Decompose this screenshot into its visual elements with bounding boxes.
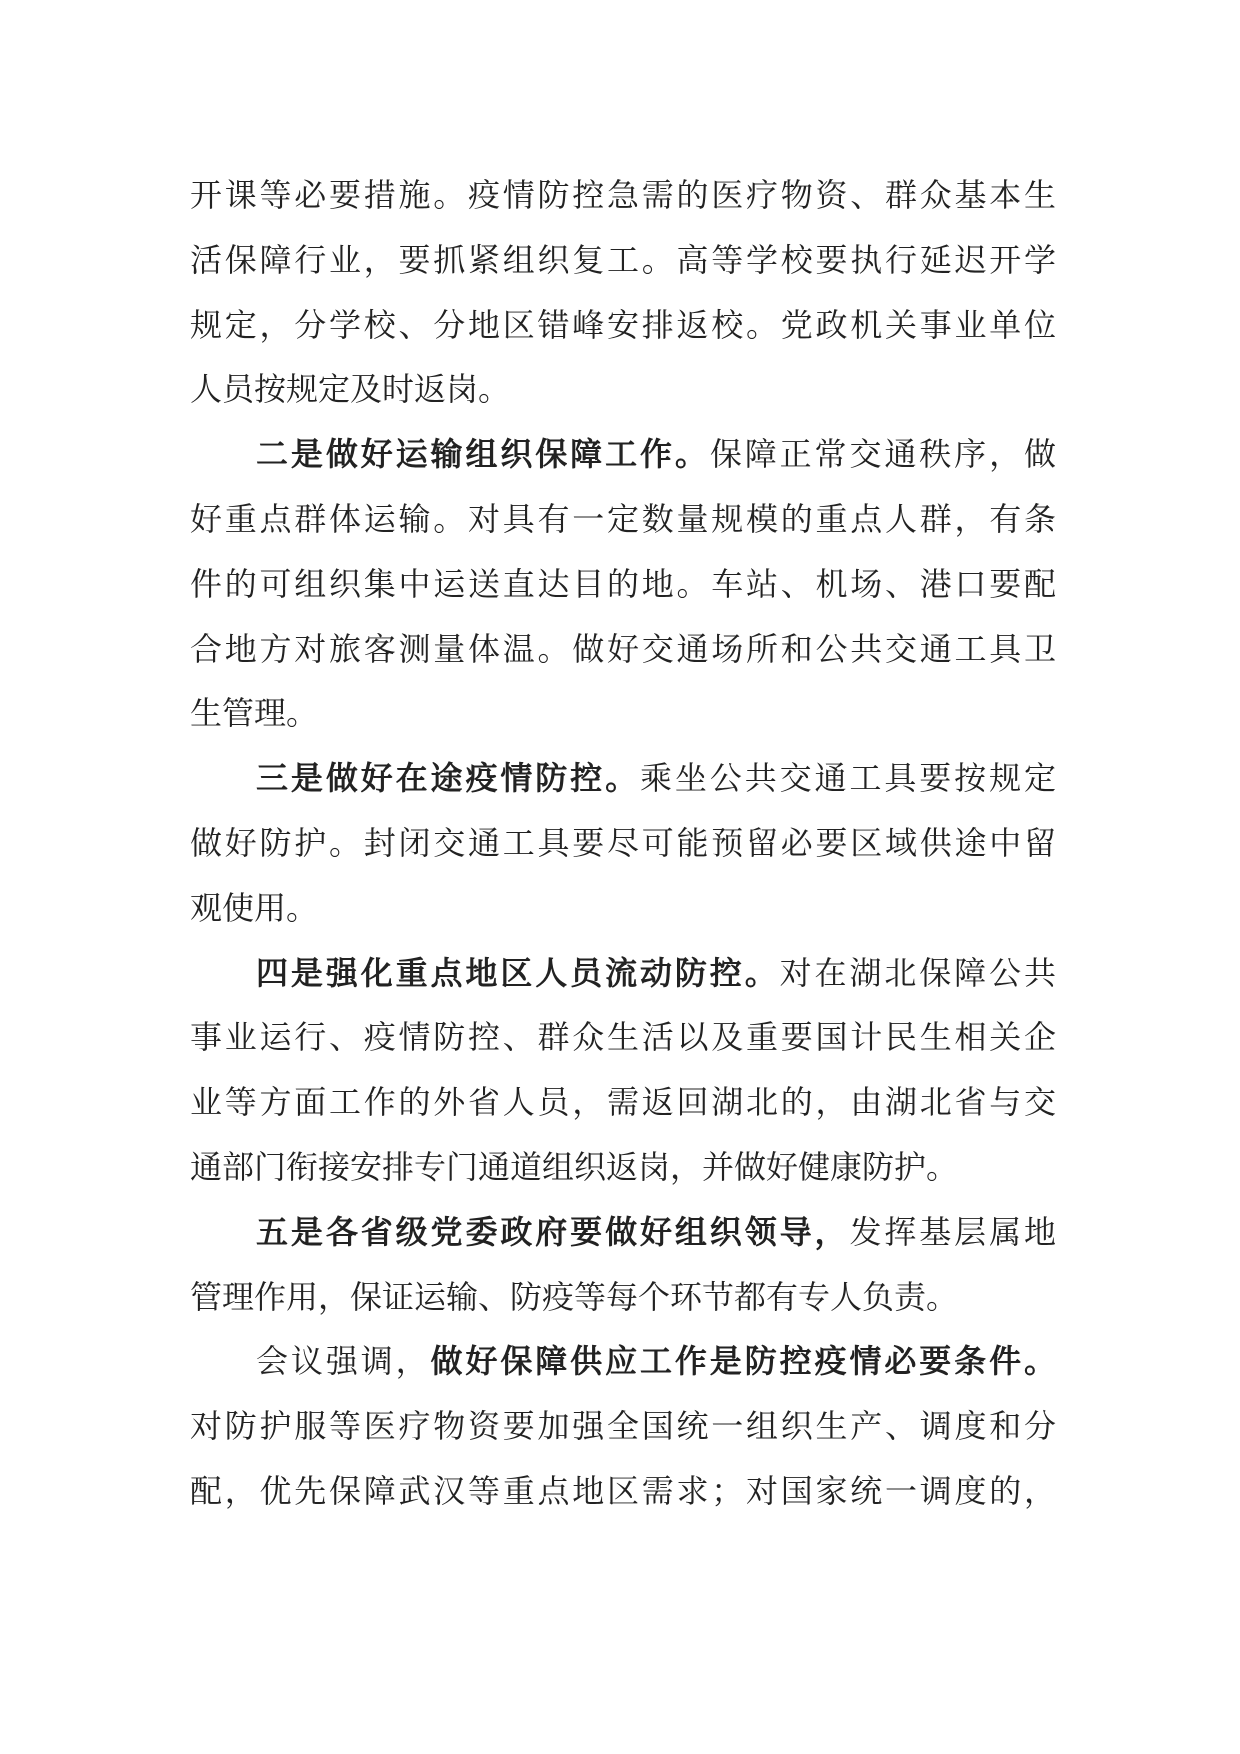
body-text: 生管理。: [190, 694, 319, 733]
text-line: [190, 552, 1056, 617]
body-text: 好重点群体运输。对具有一定数量规模的重点人群，有条: [190, 499, 1056, 538]
text-line: [190, 1459, 1056, 1524]
text-line: [190, 1265, 1056, 1330]
body-text: 乘坐公共交通工具要按规定: [640, 759, 1056, 798]
text-line: [190, 876, 1056, 941]
body-text: 规定，分学校、分地区错峰安排返校。党政机关事业单位: [190, 305, 1056, 344]
bold-text: 四是强化重点地区人员流动防控。: [256, 953, 780, 992]
paragraph: [190, 1329, 1056, 1523]
body-text: 通部门衔接安排专门通道组织返岗，并做好健康防护。: [190, 1147, 959, 1186]
body-text: 会议强调，: [256, 1342, 431, 1381]
text-line: [190, 1070, 1056, 1135]
body-text: 开课等必要措施。疫情防控急需的医疗物资、群众基本生: [190, 176, 1056, 214]
body-text: 管理作用，保证运输、防疫等每个环节都有专人负责。: [190, 1277, 959, 1316]
text-line: [190, 1005, 1056, 1070]
text-line: [190, 487, 1056, 552]
document-body: [190, 163, 1056, 1524]
paragraph: [190, 422, 1056, 746]
paragraph: [190, 1200, 1056, 1330]
text-line: [190, 422, 1056, 487]
text-line: [190, 1135, 1056, 1200]
text-line: [190, 293, 1056, 358]
body-text: 观使用。: [190, 888, 319, 927]
body-text: 业等方面工作的外省人员，需返回湖北的，由湖北省与交: [190, 1083, 1056, 1122]
text-line: [190, 941, 1056, 1006]
bold-text: 三是做好在途疫情防控。: [256, 759, 640, 798]
body-text: 配，优先保障武汉等重点地区需求；对国家统一调度的，: [190, 1471, 1056, 1510]
text-line: [190, 746, 1056, 811]
text-line: [190, 681, 1056, 746]
body-text: 做好防护。封闭交通工具要尽可能预留必要区域供途中留: [190, 823, 1056, 862]
text-line: [190, 1200, 1056, 1265]
text-line: [190, 357, 1056, 422]
bold-text: 做好保障供应工作是防控疫情必要条件。: [430, 1342, 1056, 1381]
text-line: [190, 228, 1056, 293]
bold-text: 二是做好运输组织保障工作。: [256, 435, 710, 474]
text-line: [190, 811, 1056, 876]
body-text: 活保障行业，要抓紧组织复工。高等学校要执行延迟开学: [190, 240, 1056, 279]
body-text: 事业运行、疫情防控、群众生活以及重要国计民生相关企: [190, 1018, 1056, 1057]
body-text: 人员按规定及时返岗。: [190, 370, 511, 409]
text-line: [190, 1394, 1056, 1459]
paragraph: [190, 746, 1056, 940]
body-text: 合地方对旅客测量体温。做好交通场所和公共交通工具卫: [190, 629, 1056, 668]
text-line: [190, 1329, 1056, 1394]
text-line: [190, 617, 1056, 682]
body-text: 保障正常交通秩序，做: [709, 435, 1056, 474]
body-text: 发挥基层属地: [849, 1212, 1056, 1251]
body-text: 对防护服等医疗物资要加强全国统一组织生产、调度和分: [190, 1407, 1056, 1446]
body-text: 件的可组织集中运送直达目的地。车站、机场、港口要配: [190, 564, 1056, 603]
body-text: 对在湖北保障公共: [779, 953, 1056, 992]
text-line: [190, 163, 1056, 228]
paragraph: [190, 163, 1056, 422]
paragraph: [190, 941, 1056, 1200]
bold-text: 五是各省级党委政府要做好组织领导，: [256, 1212, 850, 1251]
